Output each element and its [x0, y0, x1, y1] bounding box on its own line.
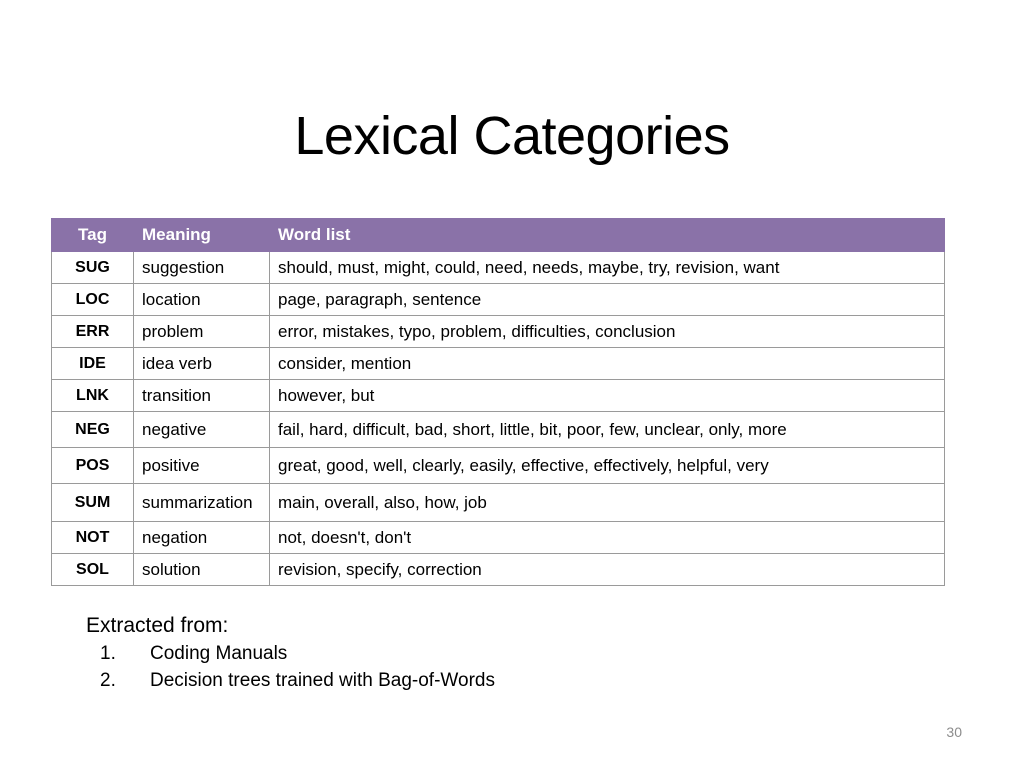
page-number: 30 [946, 724, 962, 740]
word-list-cell: page, paragraph, sentence [270, 284, 945, 316]
word-list-cell: consider, mention [270, 348, 945, 380]
tag-cell: POS [52, 448, 134, 484]
list-number: 2. [100, 670, 116, 691]
word-list-cell: revision, specify, correction [270, 554, 945, 586]
table-row [52, 412, 945, 448]
meaning-cell: suggestion [134, 252, 270, 284]
table-row [52, 554, 945, 586]
header-meaning: Meaning [134, 219, 270, 252]
tag-cell: SOL [52, 554, 134, 586]
tag-cell: SUG [52, 252, 134, 284]
table-row [52, 484, 945, 522]
tag-cell: LOC [52, 284, 134, 316]
source-list-item [86, 667, 495, 694]
word-list-cell: fail, hard, difficult, bad, short, little, bit, poor, few, unclear, only, more [270, 412, 945, 448]
slide-title: Lexical Categories [294, 106, 730, 167]
source-heading: Extracted from: [86, 614, 229, 637]
lexical-categories-table [51, 218, 945, 586]
tag-cell: NOT [52, 522, 134, 554]
meaning-cell: solution [134, 554, 270, 586]
tag-cell: IDE [52, 348, 134, 380]
list-item-text: Coding Manuals [150, 643, 288, 664]
table-row [52, 252, 945, 284]
tag-cell: ERR [52, 316, 134, 348]
word-list-cell: however, but [270, 380, 945, 412]
meaning-cell: summarization [134, 484, 270, 522]
table-row [52, 348, 945, 380]
word-list-cell: main, overall, also, how, job [270, 484, 945, 522]
table-row [52, 284, 945, 316]
table-header-row [52, 219, 945, 252]
tag-cell: NEG [52, 412, 134, 448]
table-row [52, 522, 945, 554]
word-list-cell: great, good, well, clearly, easily, effective, effectively, helpful, very [270, 448, 945, 484]
source-section [86, 612, 495, 694]
word-list-cell: should, must, might, could, need, needs, maybe, try, revision, want [270, 252, 945, 284]
tag-cell: SUM [52, 484, 134, 522]
table-row [52, 448, 945, 484]
word-list-cell: not, doesn't, don't [270, 522, 945, 554]
tag-cell: LNK [52, 380, 134, 412]
header-tag: Tag [52, 219, 134, 252]
table-row [52, 316, 945, 348]
meaning-cell: location [134, 284, 270, 316]
source-list [86, 640, 495, 694]
header-word-list: Word list [270, 219, 945, 252]
source-list-item [86, 640, 495, 667]
meaning-cell: negation [134, 522, 270, 554]
word-list-cell: error, mistakes, typo, problem, difficulties, conclusion [270, 316, 945, 348]
list-number: 1. [100, 643, 116, 664]
meaning-cell: negative [134, 412, 270, 448]
meaning-cell: positive [134, 448, 270, 484]
meaning-cell: transition [134, 380, 270, 412]
list-item-text: Decision trees trained with Bag-of-Words [150, 670, 495, 691]
meaning-cell: idea verb [134, 348, 270, 380]
meaning-cell: problem [134, 316, 270, 348]
table-row [52, 380, 945, 412]
